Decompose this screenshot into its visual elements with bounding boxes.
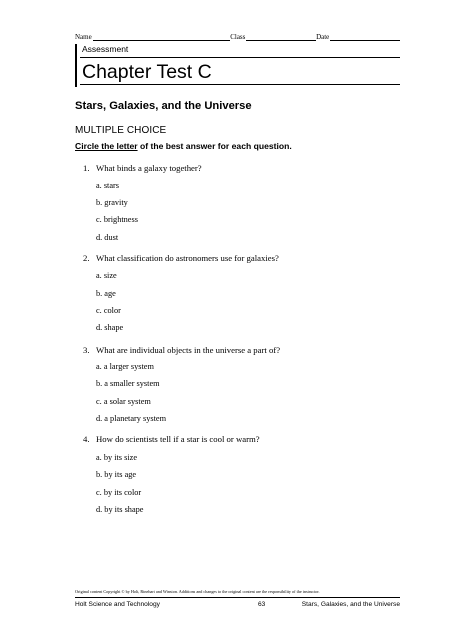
chapter-subtitle: Stars, Galaxies, and the Universe	[75, 100, 252, 112]
date-label: Date	[316, 33, 330, 41]
answer-option[interactable]: c. brightness	[96, 215, 138, 224]
class-label: Class	[230, 33, 246, 41]
assessment-label: Assessment	[82, 44, 129, 54]
question-4	[83, 434, 260, 444]
footer-publisher: Holt Science and Technology	[75, 601, 160, 608]
question-number: 4.	[83, 434, 90, 444]
answer-option[interactable]: a. by its size	[96, 453, 138, 462]
instructions-rest: of the best answer for each question.	[137, 141, 292, 151]
answer-option[interactable]: d. shape	[96, 323, 124, 332]
answer-option[interactable]: b. a smaller system	[96, 379, 160, 388]
name-blank[interactable]	[93, 33, 230, 41]
answer-option[interactable]: c. color	[96, 306, 121, 315]
answer-option[interactable]: c. by its color	[96, 488, 142, 497]
copyright-notice: Original content Copyright © by Holt, Rinehart and Winston. Additions and changes to the original content are the responsibility of the instructor.	[75, 589, 320, 594]
answer-option[interactable]: b. gravity	[96, 198, 128, 207]
instructions-underlined: Circle the letter	[75, 141, 138, 151]
name-label: Name	[75, 33, 92, 41]
question-3	[83, 345, 280, 355]
title-bar-accent	[75, 44, 77, 87]
answer-option[interactable]: d. by its shape	[96, 505, 144, 514]
question-2	[83, 253, 279, 263]
instructions	[75, 141, 292, 151]
answer-option[interactable]: a. size	[96, 271, 117, 280]
page-number: 63	[258, 601, 266, 608]
question-text: What binds a galaxy together?	[96, 163, 202, 173]
assessment-rule	[80, 57, 400, 58]
question-text: What classification do astronomers use for galaxies?	[96, 253, 279, 263]
title-rule	[80, 84, 400, 85]
question-text: What are individual objects in the universe a part of?	[96, 345, 281, 355]
question-1	[83, 163, 202, 173]
section-heading: MULTIPLE CHOICE	[75, 125, 167, 136]
footer-chapter: Stars, Galaxies, and the Universe	[301, 601, 400, 608]
answer-option[interactable]: b. age	[96, 289, 116, 298]
question-number: 2.	[83, 253, 90, 263]
date-blank[interactable]	[330, 33, 400, 41]
page-title: Chapter Test C	[82, 61, 212, 83]
answer-option[interactable]: a. a larger system	[96, 362, 154, 371]
answer-option[interactable]: c. a solar system	[96, 397, 151, 406]
answer-option[interactable]: a. stars	[96, 181, 120, 190]
class-blank[interactable]	[246, 33, 316, 41]
footer-rule	[75, 597, 400, 598]
question-number: 3.	[83, 345, 90, 355]
answer-option[interactable]: b. by its age	[96, 470, 137, 479]
answer-option[interactable]: d. a planetary system	[96, 414, 167, 423]
question-number: 1.	[83, 163, 90, 173]
question-text: How do scientists tell if a star is cool or warm?	[96, 434, 260, 444]
answer-option[interactable]: d. dust	[96, 233, 119, 242]
header-fields	[75, 33, 400, 41]
